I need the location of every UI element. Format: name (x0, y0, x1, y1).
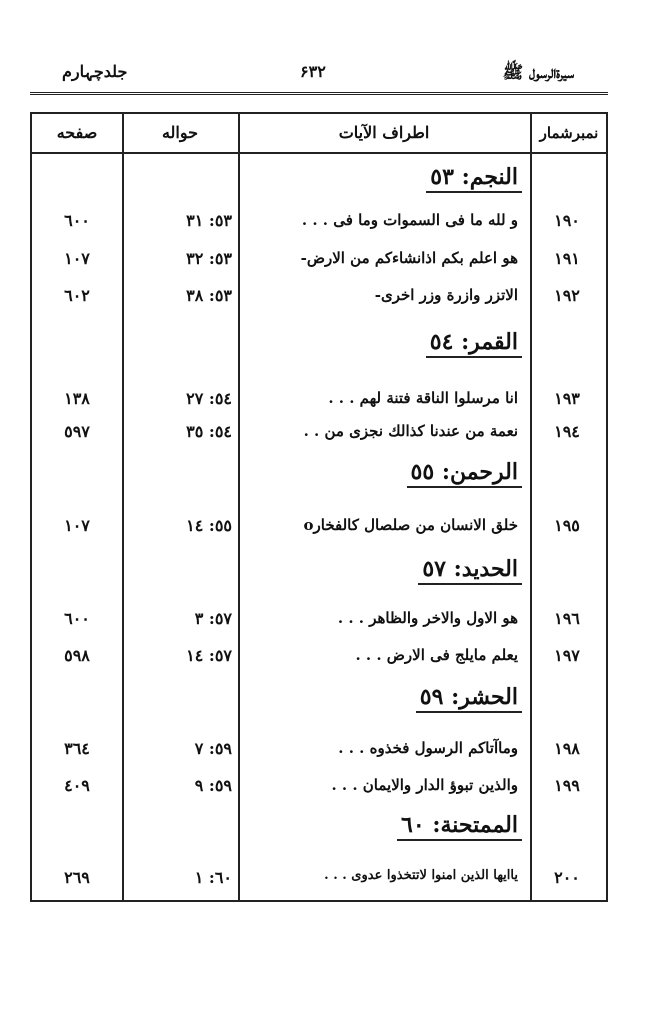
verse-text: وماآتاكم الرسول فخذوه . . . (338, 739, 518, 757)
verse-text: والذين تبوؤ الدار والايمان . . . (331, 776, 518, 794)
surah-heading: الحشر: ٥٩ (416, 684, 522, 713)
verse-reference: ٥٧: ١٤ (186, 646, 232, 665)
row-number: ١٩٦ (554, 609, 580, 628)
verse-text: نعمة من عندنا كذالك نجزى من . . (303, 422, 518, 440)
column-header-reference: حواله (161, 123, 199, 142)
verse-text: و لله ما فى السموات وما فى . . . (301, 211, 518, 229)
column-divider (122, 114, 124, 900)
verse-reference: ٥٩: ٩ (194, 776, 232, 795)
page-number: ۶۳۲ (300, 62, 326, 81)
verse-text: خلق الانسان من صلصال كالفخارo (303, 516, 518, 534)
surah-heading: الحدید: ٥٧ (418, 556, 522, 585)
row-number: ٢٠٠ (554, 868, 580, 887)
verse-text: هو اعلم بكم اذانشاءكم من الارض- (300, 249, 518, 267)
row-number: ١٩١ (554, 249, 580, 268)
page-ref: ٤٠٩ (64, 776, 90, 795)
surah-heading: القمر: ٥٤ (426, 329, 522, 358)
verse-text: ياايها الذين امنوا لاتتخذوا عدوى . . . (324, 868, 518, 883)
page-ref: ٥٩٨ (64, 646, 90, 665)
page-ref: ٣٦٤ (64, 739, 90, 758)
verse-reference: ٥٧: ٣ (194, 609, 232, 628)
verse-text: الاتزر وازرة وزر اخرى- (374, 286, 518, 304)
row-number: ١٩٨ (554, 739, 580, 758)
column-header-page: صفحه (56, 123, 98, 142)
page-ref: ١٠٧ (64, 516, 90, 535)
verse-text: يعلم مايلج فى الارض . . . (355, 646, 518, 664)
verse-reference: ٥٣: ٣٢ (186, 249, 232, 268)
page-ref: ٦٠٠ (64, 609, 90, 628)
row-number: ١٩٤ (554, 422, 580, 441)
row-number: ١٩٠ (554, 211, 580, 230)
row-number: ١٩٣ (554, 389, 580, 408)
page-ref: ٦٠٠ (64, 211, 90, 230)
verse-index-table (30, 112, 608, 902)
row-number: ١٩٢ (554, 286, 580, 305)
column-header-number: نمبرشمار (539, 124, 599, 142)
verse-text: انا مرسلوا الناقة فتنة لهم . . . (328, 389, 518, 407)
column-divider (530, 114, 532, 900)
verse-reference: ٥٤: ٣٥ (186, 422, 232, 441)
header-row-divider (32, 152, 606, 154)
verse-reference: ٥٩: ٧ (194, 739, 232, 758)
page-ref: ١٠٧ (64, 249, 90, 268)
column-header-verses: اطراف الآیات (338, 123, 430, 142)
verse-reference: ٥٣: ٣١ (186, 211, 232, 230)
volume-label: جلدچہارم (62, 62, 128, 81)
surah-heading: الممتحنة: ٦٠ (397, 812, 522, 841)
surah-heading: الرحمن: ٥٥ (407, 459, 522, 488)
column-divider (238, 114, 240, 900)
verse-reference: ٥٤: ٢٧ (186, 389, 232, 408)
verse-text: هو الاول والاخر والظاهر . . . (337, 609, 518, 627)
page-ref: ١٣٨ (64, 389, 90, 408)
row-number: ١٩٧ (554, 646, 580, 665)
page-ref: ٦٠٢ (64, 286, 90, 305)
book-title: سیرۃالرسول ﷺ (502, 63, 574, 83)
surah-heading: النجم: ٥٣ (426, 164, 522, 193)
header-divider (30, 92, 608, 95)
verse-reference: ٥٥: ١٤ (186, 516, 232, 535)
row-number: ١٩٥ (554, 516, 580, 535)
row-number: ١٩٩ (554, 776, 580, 795)
page-ref: ٢٦٩ (64, 868, 90, 887)
verse-reference: ٦٠: ١ (194, 868, 232, 887)
page-ref: ٥٩٧ (64, 422, 90, 441)
verse-reference: ٥٣: ٣٨ (186, 286, 232, 305)
